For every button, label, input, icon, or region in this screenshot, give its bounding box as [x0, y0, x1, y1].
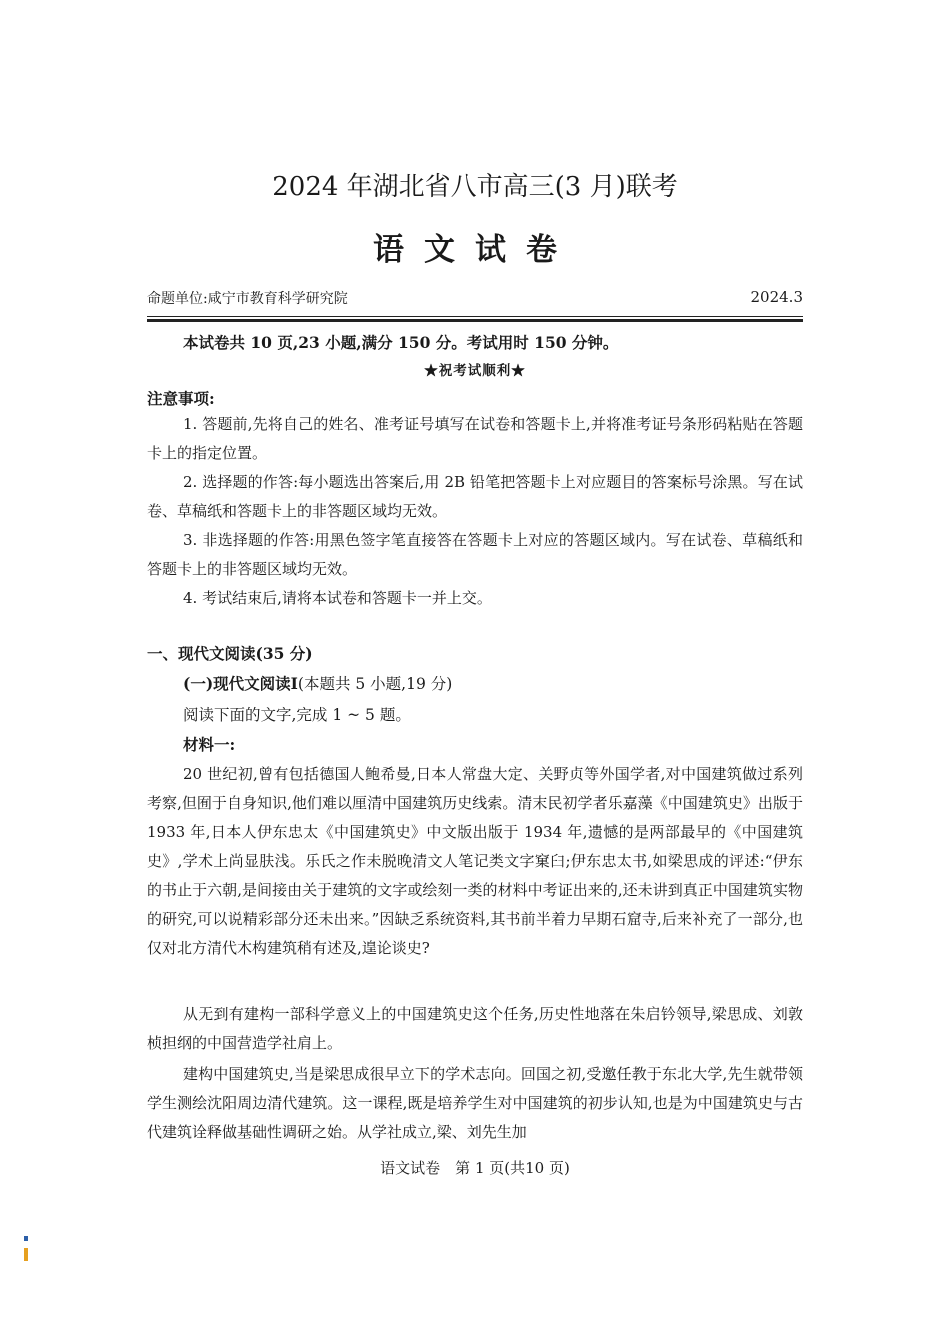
- notice-item: 4. 考试结束后,请将本试卷和答题卡一并上交。: [183, 589, 492, 607]
- subject-title: 语文试卷: [373, 232, 577, 268]
- notice-item: 3. 非选择题的作答:用黑色签字笔直接答在答题卡上对应的答题区域内。写在试卷、草稿纸和答题卡上的非答题区域均无效。: [147, 531, 803, 578]
- material-label: 材料一:: [183, 735, 236, 754]
- reading-instruction: 阅读下面的文字,完成 1 ~ 5 题。: [183, 706, 411, 724]
- notice-title: 注意事项:: [147, 389, 215, 408]
- section-title: 一、现代文阅读(35 分): [147, 644, 313, 663]
- subsection-detail: (本题共 5 小题,19 分): [297, 675, 453, 693]
- exam-title: 2024 年湖北省八市高三(3 月)联考: [272, 172, 678, 202]
- subsection-title: [183, 672, 452, 694]
- subsection-label: (一)现代文阅读Ⅰ: [183, 674, 298, 693]
- exam-summary: 本试卷共 10 页,23 小题,满分 150 分。考试用时 150 分钟。: [183, 333, 619, 352]
- meta-row: [147, 288, 803, 312]
- divider-thick: [147, 319, 803, 322]
- notice-item: 1. 答题前,先将自己的姓名、准考证号填写在试卷和答题卡上,并将准考证号条形码粘贴在答题卡上的指定位置。: [147, 415, 803, 462]
- passage-paragraph: 从无到有建构一部科学意义上的中国建筑史这个任务,历史性地落在朱启钤领导,梁思成、刘敦桢担纲的中国营造学社肩上。: [147, 1005, 803, 1052]
- orange-mark: [24, 1248, 28, 1261]
- exam-date: 2024.3: [750, 288, 803, 306]
- blessing: ★祝考试顺利★: [424, 363, 526, 379]
- blue-mark: [24, 1236, 28, 1241]
- passage-paragraph: 建构中国建筑史,当是梁思成很早立下的学术志向。回国之初,受邀任教于东北大学,先生就带领学生测绘沈阳周边清代建筑。这一课程,既是培养学生对中国建筑的初步认知,也是为中国建筑史与古代建筑诠释做基础性调研之始。从学社成立,梁、刘先生加: [147, 1065, 803, 1141]
- author-unit: 命题单位:咸宁市教育科学研究院: [147, 291, 348, 307]
- page-footer: 语文试卷 第 1 页(共10 页): [380, 1159, 570, 1177]
- scan-marks: [24, 1236, 28, 1261]
- notice-item: 2. 选择题的作答:每小题选出答案后,用 2B 铅笔把答题卡上对应题目的答案标号涂黑。写在试卷、草稿纸和答题卡上的非答题区域均无效。: [147, 473, 803, 520]
- divider-thin: [147, 316, 803, 317]
- passage-paragraph: 20 世纪初,曾有包括德国人鲍希曼,日本人常盘大定、关野贞等外国学者,对中国建筑做过系列考察,但囿于自身知识,他们难以厘清中国建筑历史线索。清末民初学者乐嘉藻《中国建筑史》出版于 1933 年,日本人伊东忠太《中国建筑史》中文版出版于 1934 年,遗憾的是两部最早的《中国建筑史》,学术上尚显肤浅。乐氏之作未脱晚清文人笔记类文字窠臼;伊东忠太书,如梁思成的评述:“伊东的书止于六朝,是间接由关于建筑的文字或绘刻一类的材料中考证出来的,还未讲到真正中国建筑实物的研究,可以说精彩部分还未出来。”因缺乏系统资料,其书前半着力早期石窟寺,后来补充了一部分,也仅对北方清代木构建筑稍有述及,遑论谈史?: [147, 765, 803, 957]
